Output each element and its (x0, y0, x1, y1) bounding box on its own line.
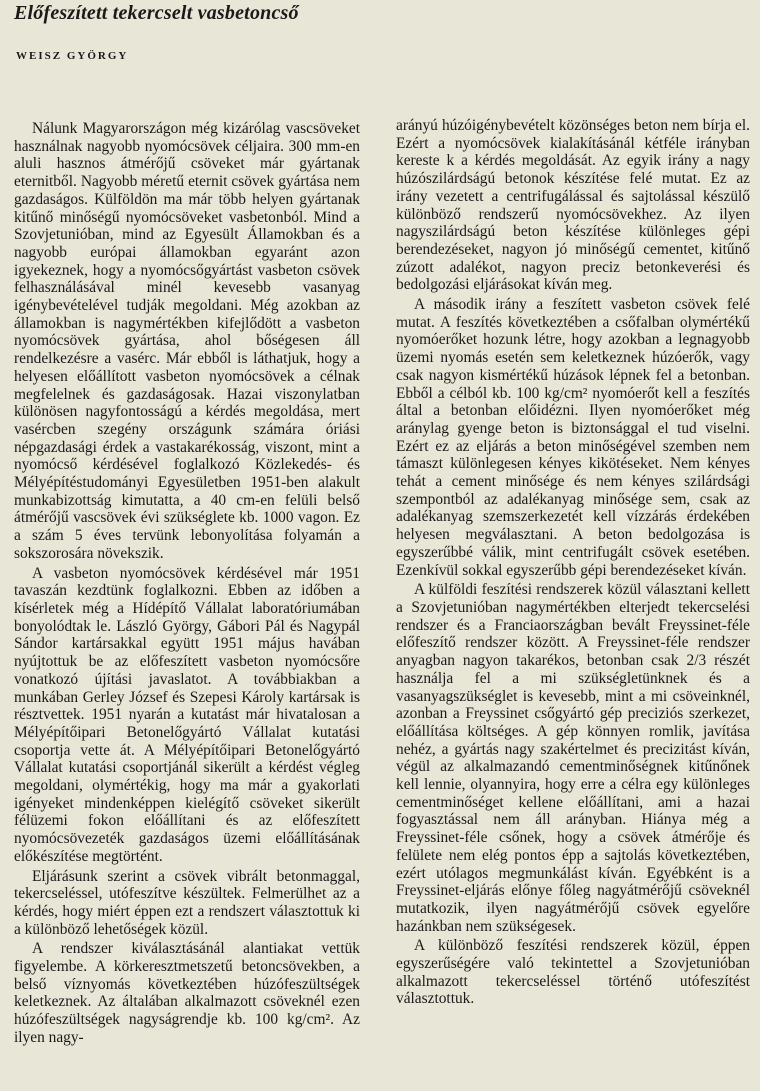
paragraph: Nálunk Magyarországon még kizárólag vascsöveket használnak nagyobb nyomócsövek céljaira. 300 mm-en aluli hasznos átmérőjű csöveket már gyártanak eternitből. Nagyobb méretű eternit csövek gyártása nem gazdaságos. Külföldön ma már több helyen gyártanak kitűnő minőségű nyomócsöveket vasbetonból. Mind a Szovjetunióban, mind az Egyesült Államokban és a nagyobb európai államokban egyaránt azon igyekeznek, hogy a nyomócsőgyártást vasbeton csövek felhasználásával minél kevesebb vasanyag igénybevételével tudják megoldani. Még azokban az államokban is nagymértékben kifejlődött a vasbeton nyomócsövek gyártása, ahol bőségesen áll rendelkezésre a vasérc. Már ebből is láthatjuk, hogy a helyesen előállított vasbeton nyomócsövek a célnak megfelelnek és gazdaságosak. Hazai viszonylatban különösen nagyfontosságú a kérdés megoldása, mert vasércben szegény országunk számára óriási népgazdasági érdek a vastakarékosság, viszont, mint a nyomócső kérdésével foglalkozó Közlekedés- és Mélyépítéstudományi Egyesületben 1951-ben alakult munkabizottság kimutatta, a 40 cm-en felüli belső átmérőjű vascsövek évi szükséglete kb. 1000 vagon. Ez a szám 5 éves tervünk lebonyolítása folyamán a sokszorosára növekszik. (14, 120, 360, 562)
article-title: Előfeszített tekercselt vasbetoncső (14, 2, 299, 24)
paragraph: arányú húzóigénybevételt közönséges beton nem bírja el. Ezért a nyomócsövek kialakításánál kétféle irányban kereste k a kérdés megoldását. Az egyik irány a nagy húzószilárdságú betonok készítése felé mutat. Ez az irány vezetett a centrifugálással és sajtolással készülő különböző rendszerű nyomócsövekhez. Az ilyen nagyszilárdságú beton készítése különleges gépi berendezéseket, nagyon jó minőségű cementet, kitűnő zúzott adalékot, nagyon preciz betonkeverési és bedolgozási eljárásokat kíván meg. (396, 117, 750, 294)
right-column (396, 117, 750, 1010)
paragraph: A külföldi feszítési rendszerek közül választani kellett a Szovjetunióban nagymértékben elterjedt tekercselési rendszer és a Franciaországban bevált Freyssinet-féle előfeszítő rendszer között. A Freyssinet-féle rendszer anyagban nagyon takarékos, betonban csak 2/3 részét használja fel a mi szükségletünknek és a vasanyagszükséglet is kevesebb, mint a mi csöveinknél, azonban a Freyssinet csőgyártó gép preciziós szerkezet, előállítása költséges. A gép könnyen romlik, javítása nehéz, a gyártás nagy szakértelmet és precizitást kíván, végül az alkalmazandó cementminőségnek kitűnőnek kell lennie, olyannyira, hogy erre a célra egy különleges cementminőséget kellene előállítani, ami a hazai fogyasztással nem áll arányban. Hiánya még a Freyssinet-féle csőnek, hogy a csövek átmérője és felülete nem elég pontos épp a sajtolás következtében, ezért utólagos megmunkálást kíván. Egyébként is a Freyssinet-eljárás előnye főleg nagyátmérőjű csöveknél mutatkozik, ilyen nagyátmérőjű csövek egyelőre hazánkban nem szükségesek. (396, 581, 750, 935)
article-author: WEISZ GYÖRGY (16, 50, 129, 62)
left-column (14, 120, 360, 1049)
paragraph: A rendszer kiválasztásánál alantiakat vettük figyelembe. A körkeresztmetszetű betoncsövekben, a belső víznyomás következtében húzófeszültségek keletkeznek. Az általában alkalmazott csöveknél ezen húzófeszültségek nagyságrendje kb. 100 kg/cm². Az ilyen nagy- (14, 940, 360, 1046)
paragraph: A vasbeton nyomócsövek kérdésével már 1951 tavaszán kezdtünk foglalkozni. Ebben az időben a kísérletek még a Hídépítő Vállalat laboratóriumában bonyolódtak le. László György, Gábori Pál és Nagypál Sándor kartársakkal együtt 1951 május havában nyújtottuk be az előfeszített vasbeton nyomócsőre vonatkozó újítási javaslatot. A továbbiakban a munkában Gerley József és Szepesi Károly kartársak is résztvettek. 1951 nyarán a kutatást már hivatalosan a Mélyépítőipari Betonelőgyártó Vállalat kutatási csoportja vette át. A Mélyépítőipari Betonelőgyártó Vállalat kutatási csoportjánál sikerült a kérdést végleg megoldani, olymértékig, hogy ma már a gyakorlati igényeket mindenképpen kielégítő csöveket sikerült félüzemi fokon előállítani és az előfeszített nyomócsövezeték gazdaságos üzemi előállításának előkészítése megtörtént. (14, 564, 360, 865)
paragraph: A második irány a feszített vasbeton csövek felé mutat. A feszítés következtében a csőfalban olymértékű nyomóerőket hozunk létre, hogy azokban a legnagyobb üzemi nyomás esetén sem keletkeznek húzóerők, vagy csak nagyon kismértékű húzások lépnek fel a betonban. Ebből a célból kb. 100 kg/cm² nyomóerőt kell a feszítés által a betonban előidézni. Ilyen nyomóerőket még aránylag gyenge beton is biztonsággal el tud viselni. Ezért ez az eljárás a beton minőségével szemben nem támaszt különlegesen kényes kikötéseket. Nem kényes tehát a cement minősége és nem kényes szilárdsági szempontból az adalékanyag minősége sem, csak az adalékanyag szemszerkezetét kell vízzárás érdekében helyesen megválasztani. A beton bedolgozása is egyszerűbbé válik, mint centrifugált csövek esetében. Ezenkívül sokkal egyszerűbb gépi berendezéseket kíván. (396, 296, 750, 579)
paragraph: A különböző feszítési rendszerek közül, éppen egyszerűségére való tekintettel a Szovjetunióban alkalmazott tekercseléssel történő utófeszítést választottuk. (396, 937, 750, 1008)
paragraph: Eljárásunk szerint a csövek vibrált betonmaggal, tekercseléssel, utófeszítve készültek. Felmerülhet az a kérdés, hogy miért éppen ezt a rendszert választottuk ki a különböző lehetőségek közül. (14, 867, 360, 938)
